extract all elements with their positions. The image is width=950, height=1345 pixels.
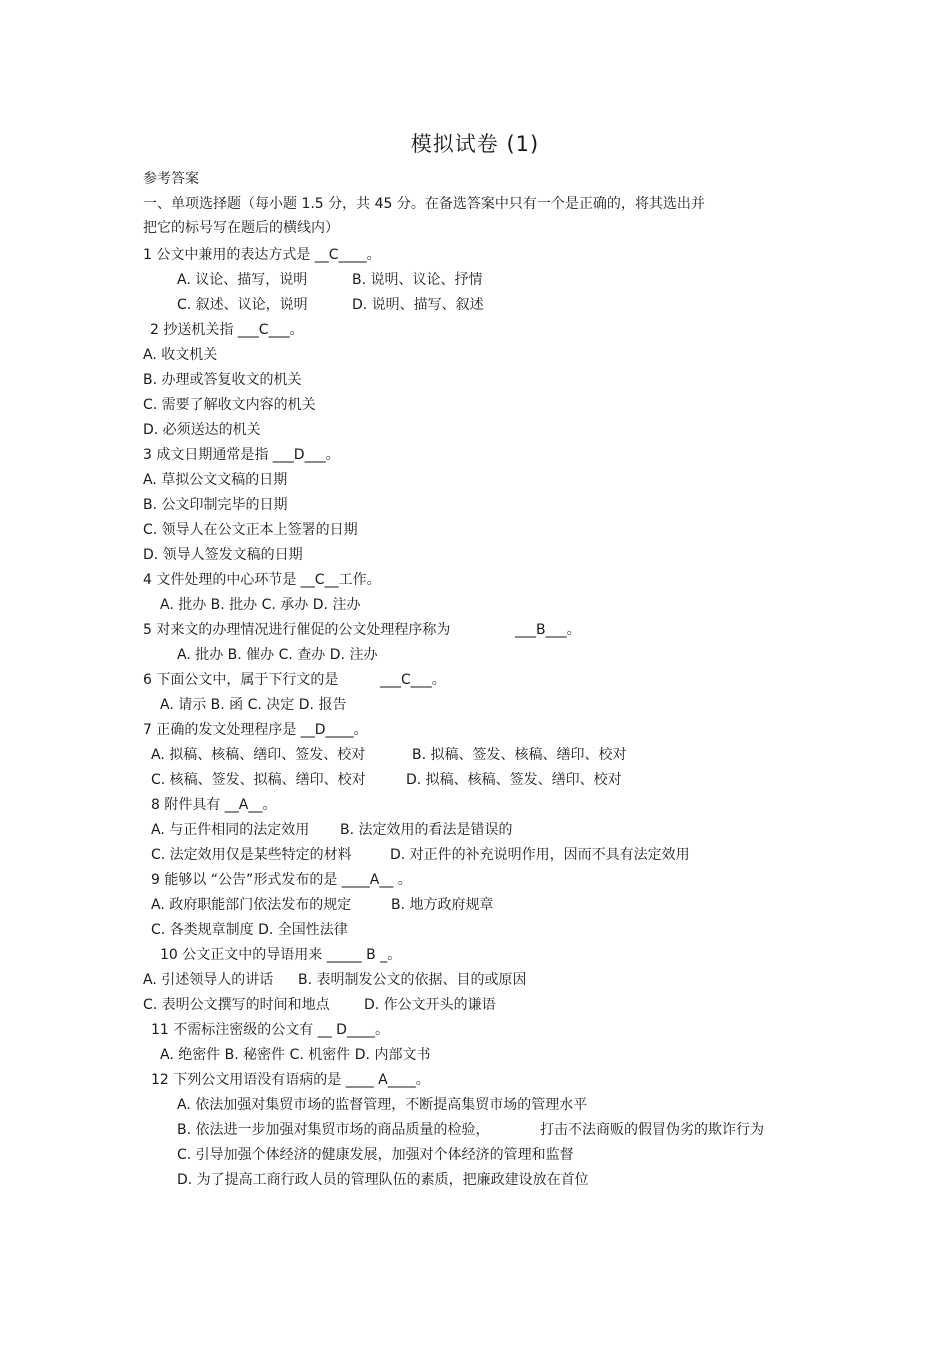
question-2-option-b: B. 办理或答复收文的机关 — [143, 372, 302, 388]
question-7-option-c: C. 核稿、签发、拟稿、缮印、校对 — [151, 772, 366, 788]
question-12-option-d: D. 为了提高工商行政人员的管理队伍的素质，把廉政建设放在首位 — [177, 1172, 589, 1188]
section-heading: 一、单项选择题（每小题 1.5 分，共 45 分。在备选答案中只有一个是正确的，将其选出并 — [143, 196, 705, 212]
question-1-option-d: D. 说明、描写、叙述 — [352, 297, 484, 313]
question-5: 5 对来文的办理情况进行催促的公文处理程序称为 — [143, 622, 451, 638]
question-12: 12 下列公文用语没有语病的是 ____ A____。 — [151, 1072, 430, 1088]
question-3-option-d: D. 领导人签发文稿的日期 — [143, 547, 303, 563]
question-3-option-c: C. 领导人在公文正本上签署的日期 — [143, 522, 358, 538]
question-6: 6 下面公文中，属于下行文的是 — [143, 672, 339, 688]
question-7-option-b: B. 拟稿、签发、核稿、缮印、校对 — [412, 747, 627, 763]
question-5-options: A. 批办 B. 催办 C. 查办 D. 注办 — [177, 647, 378, 663]
question-1-option-b: B. 说明、议论、抒情 — [352, 272, 483, 288]
question-7-option-d: D. 拟稿、核稿、签发、缮印、校对 — [406, 772, 622, 788]
question-12-option-a: A. 依法加强对集贸市场的监督管理，不断提高集贸市场的管理水平 — [177, 1097, 588, 1113]
question-3: 3 成文日期通常是指 ___D___。 — [143, 447, 340, 463]
question-7-option-a: A. 拟稿、核稿、缮印、签发、校对 — [151, 747, 366, 763]
question-8-option-c: C. 法定效用仅是某些特定的材料 — [151, 847, 352, 863]
question-8-option-b: B. 法定效用的看法是错误的 — [340, 822, 513, 838]
question-2-option-a: A. 收文机关 — [143, 347, 218, 363]
question-7: 7 正确的发文处理程序是 __D____。 — [143, 722, 368, 738]
question-9-option-a: A. 政府职能部门依法发布的规定 — [151, 897, 352, 913]
question-10-option-a: A. 引述领导人的讲话 — [143, 972, 274, 988]
question-4: 4 文件处理的中心环节是 __C__工作。 — [143, 572, 381, 588]
question-10-option-b: B. 表明制发公文的依据、目的或原因 — [298, 972, 527, 988]
question-6-answer: ___C___。 — [380, 672, 446, 688]
question-10-option-c: C. 表明公文撰写的时间和地点 — [143, 997, 330, 1013]
question-2-option-d: D. 必须送达的机关 — [143, 422, 261, 438]
question-9: 9 能够以 “公告”形式发布的是 ____A__ 。 — [151, 872, 412, 888]
question-8: 8 附件具有 __A__。 — [151, 797, 277, 813]
question-8-option-a: A. 与正件相同的法定效用 — [151, 822, 310, 838]
question-1-option-a: A. 议论、描写，说明 — [177, 272, 308, 288]
page-title: 模拟试卷 (1) — [410, 132, 540, 156]
question-4-options: A. 批办 B. 批办 C. 承办 D. 注办 — [160, 597, 361, 613]
question-3-option-a: A. 草拟公文文稿的日期 — [143, 472, 288, 488]
question-9-options-cd: C. 各类规章制度 D. 全国性法律 — [151, 922, 348, 938]
question-1-option-c: C. 叙述、议论，说明 — [177, 297, 308, 313]
question-12-option-b: B. 依法进一步加强对集贸市场的商品质量的检验， — [177, 1122, 490, 1138]
question-2-option-c: C. 需要了解收文内容的机关 — [143, 397, 316, 413]
subtitle: 参考答案 — [143, 171, 199, 187]
question-8-option-d: D. 对正件的补充说明作用，因而不具有法定效用 — [390, 847, 690, 863]
section-heading-continued: 把它的标号写在题后的横线内） — [143, 220, 339, 236]
question-11: 11 不需标注密级的公文有 __ D____。 — [151, 1022, 389, 1038]
question-5-answer: ___B___。 — [515, 622, 581, 638]
question-11-options: A. 绝密件 B. 秘密件 C. 机密件 D. 内部文书 — [160, 1047, 431, 1063]
question-2: 2 抄送机关指 ___C___。 — [150, 322, 304, 338]
question-12-option-c: C. 引导加强个体经济的健康发展，加强对个体经济的管理和监督 — [177, 1147, 574, 1163]
question-10: 10 公文正文中的导语用来 _____ B _。 — [160, 947, 402, 963]
question-6-options: A. 请示 B. 函 C. 决定 D. 报告 — [160, 697, 347, 713]
question-1: 1 公文中兼用的表达方式是 __C____。 — [143, 247, 381, 263]
question-9-option-b: B. 地方政府规章 — [391, 897, 494, 913]
question-3-option-b: B. 公文印制完毕的日期 — [143, 497, 288, 513]
question-10-option-d: D. 作公文开头的谦语 — [364, 997, 496, 1013]
question-12-option-b-continued: 打击不法商贩的假冒伪劣的欺诈行为 — [540, 1122, 764, 1138]
